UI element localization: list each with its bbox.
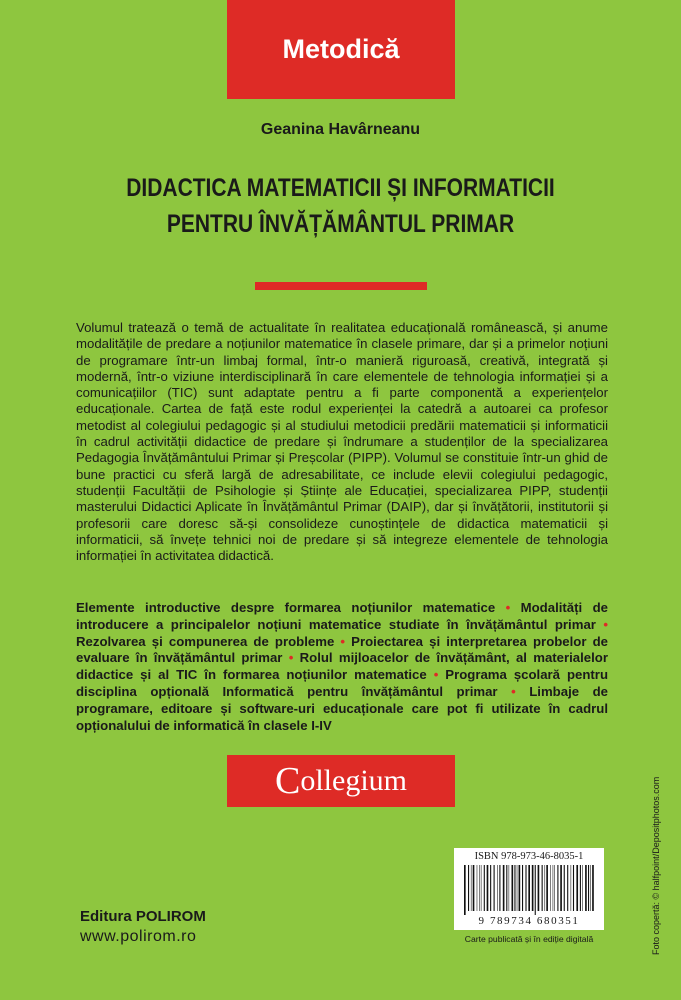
- topic-item: Rezolvarea și compunerea de probleme: [76, 633, 335, 649]
- barcode-bar: [519, 865, 521, 911]
- digital-edition-note: Carte publicată și în ediție digitală: [464, 934, 594, 944]
- barcode-bar: [525, 865, 526, 911]
- barcode-bar: [509, 865, 510, 911]
- topic-item: Elemente introductive despre formarea noțiunilor matematice: [76, 600, 496, 615]
- barcode-bar: [535, 865, 536, 915]
- barcode-bar: [471, 865, 472, 911]
- barcode-image: [462, 865, 596, 915]
- barcode-digits: 9 789734 680351: [478, 915, 580, 927]
- barcode-bar: [571, 865, 572, 911]
- barcode-bar: [473, 865, 475, 911]
- barcode-bar: [506, 865, 507, 911]
- isbn-barcode-box: [454, 848, 604, 930]
- collegium-logo-rest: ollegium: [300, 764, 407, 797]
- barcode-bar: [464, 865, 466, 915]
- barcode-bar: [545, 865, 546, 911]
- barcode-bar: [514, 865, 515, 911]
- topic-item: Proiectarea și interpretarea probelor de evaluare în învățământul primar: [76, 633, 608, 666]
- topic-item: Limbaje de programare, editoare și software-uri educaționale care pot fi utilizate în cadrul opționalului de informatică în clasele I-IV: [76, 683, 608, 733]
- barcode-bar: [484, 865, 485, 911]
- barcode-bar: [494, 865, 495, 911]
- topic-bullet: •: [595, 616, 609, 632]
- barcode-bar: [554, 865, 555, 911]
- barcode-bar: [546, 865, 548, 911]
- barcode-bar: [512, 865, 514, 911]
- topic-bullet: •: [497, 683, 530, 699]
- barcode-bar: [550, 865, 551, 911]
- barcode-bar: [503, 865, 505, 911]
- book-description: Volumul tratează o temă de actualitate în realitatea educațională românească, și anume modalitățile de predare a noțiunilor matematice în clasele primare, dar și a primelor noțiuni de programare într-un limbaj formal, într-o manieră riguroasă, creativă, integrată și modernă, într-o viziune interdisciplinară în care elementele de tehnologia informației și a comunicațiilor (TIC) sunt adaptate pentru a fi parte componentă a experiențelor educaționale. Cartea de față este rodul experienței la catedră a autoarei ca profesor metodist al colegiului pedagogic și al studiului metodicii predării matematicii și informaticii în cadrul activității didactice de predare și îndrumare a studenților de la specializarea Pedagogia Învățământului Primar și Preșcolar (PIPP). Volumul se constituie într-un ghid de bune practici cu sferă largă de adresabilitate, ce include elevii colegiului pedagogic, studenții Facultății de Psihologie și Științe ale Educației, specializarea PIPP, studenții masterului Didactici Aplicate în Învățământul Primar (DAIP), dar și învățătorii, institutorii și profesorii care doresc să-și consolideze cunoștințele de didactica matematicii și informaticii, să învețe tehnici noi de predare și să integreze elementele de tehnologia informației în activitatea didactică.: [76, 320, 608, 564]
- barcode-bar: [576, 865, 578, 911]
- topic-bullet: •: [334, 633, 352, 649]
- barcode-bar: [499, 865, 500, 911]
- barcode-bar: [487, 865, 489, 911]
- barcode-bar: [542, 865, 543, 911]
- barcode-bar: [477, 865, 478, 911]
- barcode-bar: [557, 865, 558, 911]
- barcode-bar: [538, 865, 540, 911]
- title-line-2: PENTRU ÎNVĂȚĂMÂNTUL PRIMAR: [166, 210, 515, 238]
- title-line-1: DIDACTICA MATEMATICII ȘI INFORMATICII: [126, 174, 555, 202]
- collegium-logo-initial: C: [274, 760, 301, 802]
- series-label-box: [227, 0, 455, 99]
- series-label: Metodică: [282, 34, 400, 64]
- barcode-bar: [532, 865, 534, 911]
- barcode-bar: [522, 865, 523, 911]
- book-title: [54, 170, 626, 242]
- barcode-bar: [497, 865, 498, 911]
- barcode-bar: [590, 865, 591, 911]
- photo-credit: Foto copertă: © halfpoint/Depositphotos.com: [651, 776, 661, 955]
- publisher-name: Editura POLIROM: [80, 908, 206, 925]
- isbn-label: ISBN 978-973-46-8035-1: [474, 851, 584, 862]
- topic-item: Rolul mijloacelor de învățământ, al materialelor didactice și al TIC în formarea noțiunilor matematice: [76, 650, 608, 683]
- barcode-bar: [528, 865, 530, 911]
- barcode-bar: [479, 865, 480, 911]
- collegium-logo: [227, 755, 455, 807]
- barcode-bar: [481, 865, 482, 911]
- barcode-bar: [490, 865, 491, 911]
- title-divider: [255, 282, 427, 290]
- barcode-bar: [592, 865, 594, 911]
- topic-item: Modalități de introducere a principalelor noțiuni matematice studiate în învățământul primar: [76, 600, 608, 632]
- barcode-bar: [517, 865, 518, 911]
- barcode-bar: [588, 865, 589, 911]
- barcode-bar: [573, 865, 574, 911]
- author-name: Geanina Havârneanu: [260, 121, 421, 138]
- publisher-website: www.polirom.ro: [80, 928, 197, 945]
- barcode-bar: [564, 865, 565, 911]
- topic-bullet: •: [426, 667, 446, 683]
- barcode-bar: [567, 865, 568, 911]
- barcode-bar: [585, 865, 587, 911]
- barcode-bar: [582, 865, 583, 911]
- barcode-bar: [560, 865, 562, 911]
- topic-bullet: •: [495, 600, 521, 615]
- topics-list: [76, 600, 608, 734]
- barcode-bar: [553, 865, 554, 911]
- topic-bullet: •: [282, 650, 300, 666]
- barcode-bar: [580, 865, 581, 911]
- barcode-bar: [468, 865, 469, 911]
- topic-item: Programa școlară pentru disciplina opțională Informatică pentru învățământul primar: [76, 667, 608, 699]
